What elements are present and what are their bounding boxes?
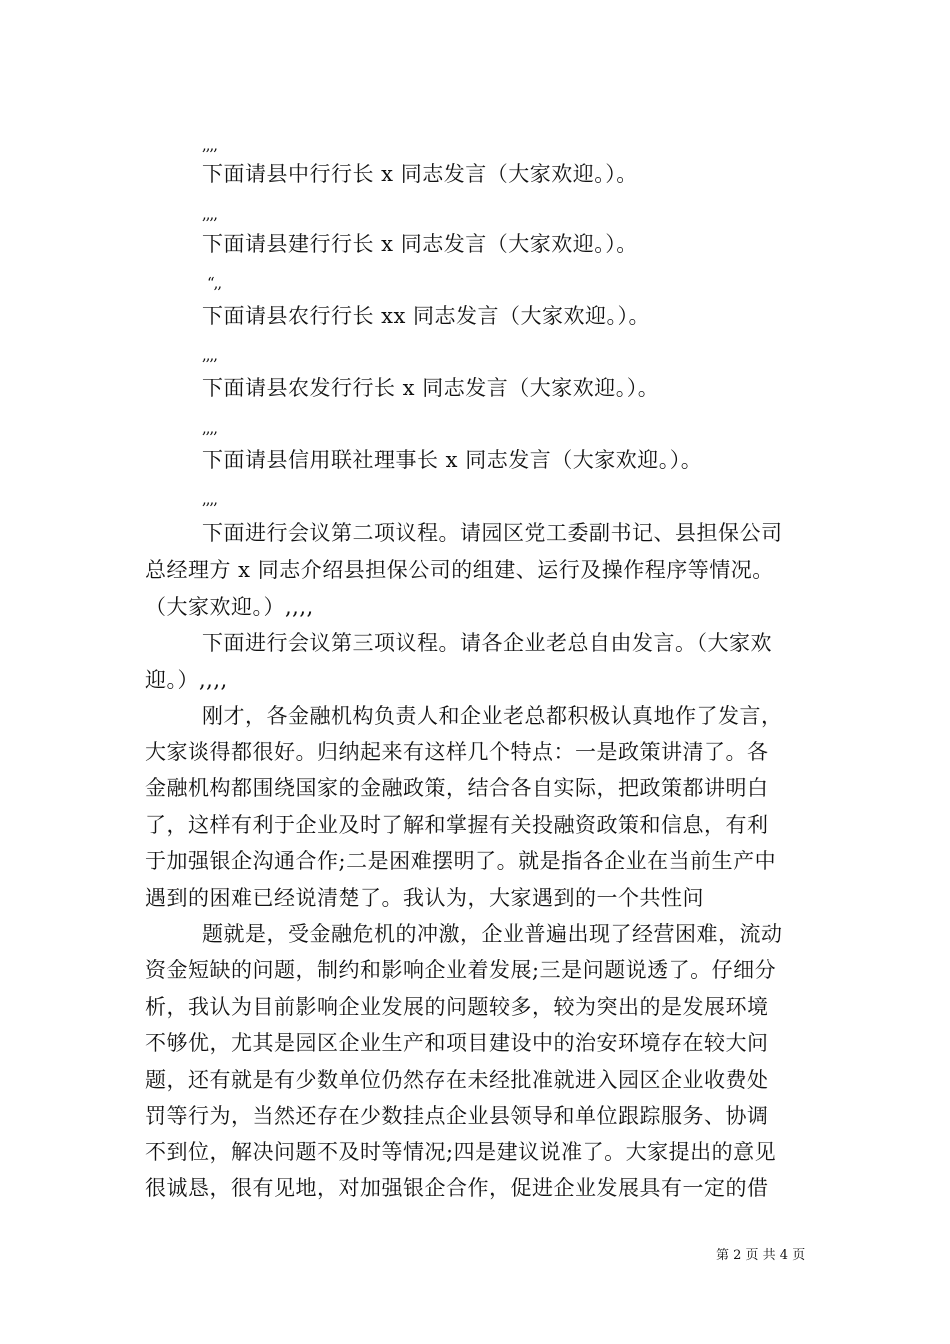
line-03: ,,,, <box>202 205 218 223</box>
line-09: ,,,, <box>202 419 218 437</box>
line-18: 大家谈得都很好。归纳起来有这样几个特点：一是政策讲清了。各 <box>145 740 769 764</box>
line-07: ,,,, <box>202 346 218 364</box>
line-19: 金融机构都围绕国家的金融政策，结合各自实际，把政策都讲明白 <box>145 776 769 800</box>
line-29: 不到位，解决问题不及时等情况;四是建议说准了。大家提出的意见 <box>145 1140 777 1164</box>
line-26: 不够优，尤其是园区企业生产和项目建设中的治安环境存在较大问 <box>145 1031 769 1055</box>
line-25: 析，我认为目前影响企业发展的问题较多，较为突出的是发展环境 <box>145 995 769 1019</box>
line-17: 刚才，各金融机构负责人和企业老总都积极认真地作了发言， <box>202 704 783 728</box>
line-14: （大家欢迎。）,,,, <box>145 595 314 619</box>
line-22: 遇到的困难已经说清楚了。我认为，大家遇到的一个共性问 <box>145 886 704 910</box>
line-10: 下面请县信用联社理事长 x 同志发言（大家欢迎。）。 <box>202 448 703 472</box>
line-20: 了，这样有利于企业及时了解和掌握有关投融资政策和信息，有利 <box>145 813 769 837</box>
line-11: ,,,, <box>202 490 218 508</box>
line-12: 下面进行会议第二项议程。请园区党工委副书记、县担保公司 <box>202 521 783 545</box>
page-number: 第 2 页 共 4 页 <box>716 1248 806 1263</box>
line-21: 于加强银企沟通合作;二是困难摆明了。就是指各企业在当前生产中 <box>145 849 777 873</box>
line-04: 下面请县建行行长 x 同志发言（大家欢迎。）。 <box>202 232 638 256</box>
line-16: 迎。）,,,, <box>145 668 228 692</box>
line-13: 总经理方 x 同志介绍县担保公司的组建、运行及操作程序等情况。 <box>145 558 774 582</box>
line-08: 下面请县农发行行长 x 同志发言（大家欢迎。）。 <box>202 376 660 400</box>
line-06: 下面请县农行行长 xx 同志发言（大家欢迎。）。 <box>202 304 651 328</box>
line-24: 资金短缺的问题，制约和影响企业着发展;三是问题说透了。仔细分 <box>145 958 777 982</box>
line-05: “,, <box>207 274 222 292</box>
line-15: 下面进行会议第三项议程。请各企业老总自由发言。（大家欢 <box>202 631 772 655</box>
line-27: 题，还有就是有少数单位仍然存在未经批准就进入园区企业收费处 <box>145 1068 769 1092</box>
line-02: 下面请县中行行长 x 同志发言（大家欢迎。）。 <box>202 162 638 186</box>
line-28: 罚等行为，当然还存在少数挂点企业县领导和单位跟踪服务、协调 <box>145 1104 769 1128</box>
line-23: 题就是，受金融危机的冲激，企业普遍出现了经营困难，流动 <box>202 922 783 946</box>
line-30: 很诚恳，很有见地，对加强银企合作，促进企业发展具有一定的借 <box>145 1176 769 1200</box>
line-01: ,,,, <box>202 136 218 154</box>
